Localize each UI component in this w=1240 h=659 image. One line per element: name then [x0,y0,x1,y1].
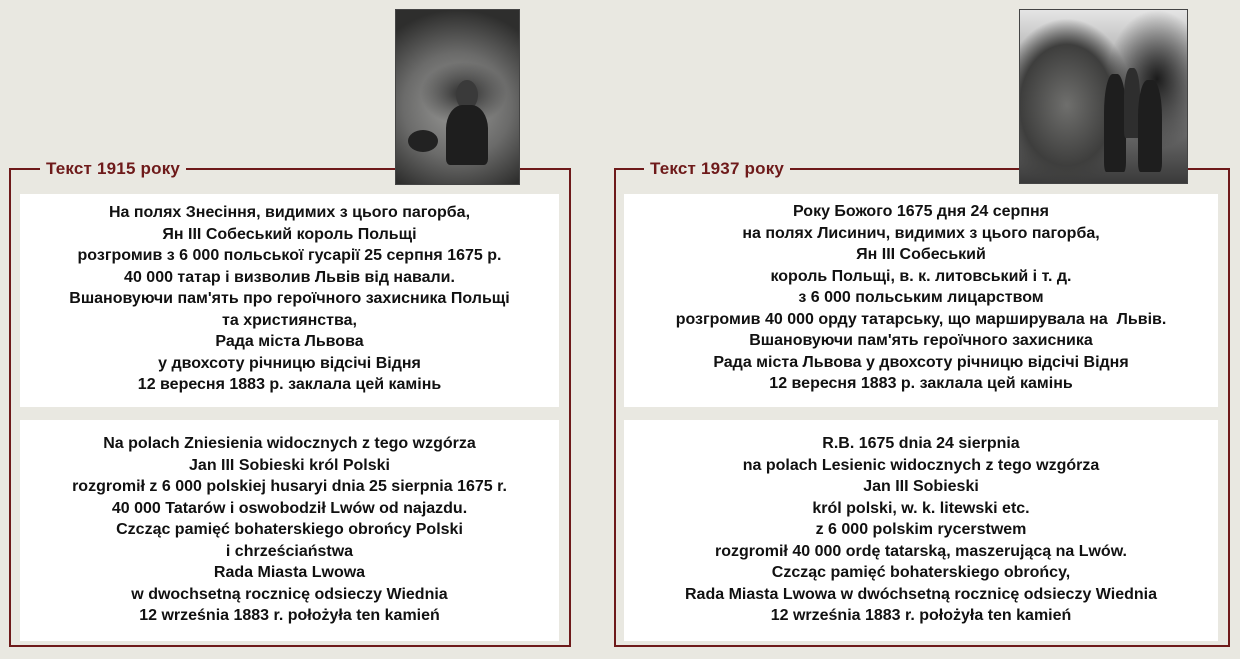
text-line: R.B. 1675 dnia 24 sierpnia [822,435,1020,452]
text-line: Рада міста Львова [215,333,364,350]
text-line: Czcząc pamięć bohaterskiego obrońcy, [771,564,1071,581]
text-line: z 6 000 polskim rycerstwem [815,521,1027,538]
heading-1937: Текст 1937 року [644,158,790,180]
text-1937-ukrainian [624,194,1218,407]
text-line: Рада міста Львова у двохсоту річницю відсічі Відня [713,353,1129,371]
text-line: з 6 000 польським лицарством [798,289,1044,306]
text-line: Ян ІІІ Собеський король Польщі [162,225,417,243]
text-line: 12 вересня 1883 р. заклала цей камінь [769,375,1073,392]
heading-1915: Текст 1915 року [40,158,186,180]
text-1937-polish [624,420,1218,641]
text-line: rozgromił 40 000 ordę tatarską, maszerującą na Lwów. [714,542,1127,560]
text-line: Року Божого 1675 дня 24 серпня [793,203,1049,220]
text-1915-polish [20,420,559,641]
text-line: Вшановуючи пам'ять про героїчного захисника Польщі [69,290,510,307]
text-line: та християнства, [222,311,357,329]
man-on-rock-photo [395,9,520,185]
text-line: розгромив 40 000 орду татарську, що марширувала на Львів. [675,310,1167,328]
text-line: на полях Лисинич, видимих з цього пагорба, [742,224,1100,242]
text-line: Jan III Sobieski król Polski [189,456,390,474]
text-line: Rada Miasta Lwowa w dwóchsetną rocznicę odsieczy Wiednia [685,585,1157,603]
text-line: 40 000 татар і визволив Львів від навали. [124,268,455,286]
text-line: 12 вересня 1883 р. заклала цей камінь [137,376,442,393]
text-line: розгромив з 6 000 польської гусарії 25 серпня 1675 р. [77,247,502,264]
women-by-rock-photo [1019,9,1188,184]
text-line: Czcząc pamięć bohaterskiego obrońcy Polski [116,521,463,538]
text-line: 40 000 Tatarów i oswobodził Lwów od najazdu. [111,499,468,517]
text-line: 12 września 1883 r. położyła ten kamień [770,607,1072,624]
text-1915-ukrainian [20,194,559,407]
text-line: Rada Miasta Lwowa [213,564,366,581]
text-line: Na polach Zniesienia widocznych z tego wzgórza [103,435,476,452]
text-line: rozgromił z 6 000 polskiej husaryi dnia 25 sierpnia 1675 r. [72,478,507,495]
text-line: król polski, w. k. litewski etc. [812,499,1030,517]
text-line: na polach Lesienic widocznych z tego wzgórza [742,456,1100,474]
text-line: у двохсоту річницю відсічі Відня [158,354,421,372]
text-line: король Польщі, в. к. литовський і т. д. [770,267,1072,285]
text-line: Jan III Sobieski [863,478,979,495]
text-line: 12 września 1883 r. położyła ten kamień [139,607,440,624]
text-line: На полях Знесіння, видимих з цього пагорба, [108,204,471,221]
text-line: i chrześciaństwa [225,542,354,560]
text-line: w dwochsetną rocznicę odsieczy Wiednia [131,585,448,603]
text-line: Вшановуючи пам'ять героїчного захисника [749,332,1093,349]
text-line: Ян ІІІ Собеський [856,246,986,263]
